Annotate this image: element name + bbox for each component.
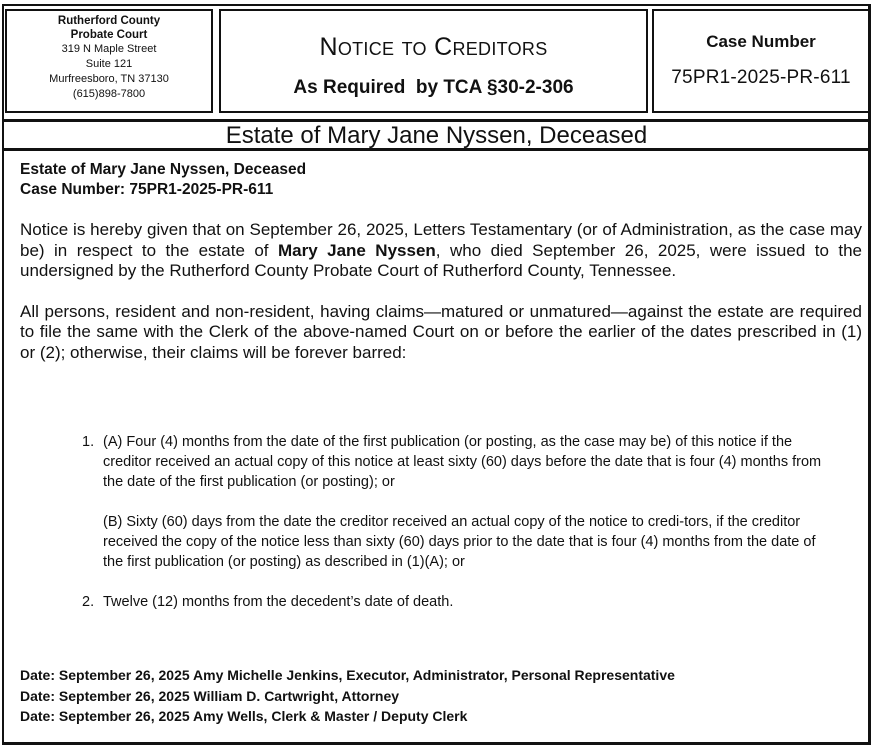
signature-line-clerk: Date: September 26, 2025 Amy Wells, Clerk & Master / Deputy Clerk <box>20 708 468 724</box>
notice-subtitle: As Required by TCA §30-2-306 <box>293 77 574 98</box>
list-subitem-b: (B) Sixty (60) days from the date the creditor received an actual copy of the notice to credi-tors, if the creditor received the copy of the notice less than sixty (60) days prior to the date that is four (4) months from the date of the first publication (or posting) as described in (1)(A); or <box>103 514 816 570</box>
case-line: Case Number: 75PR1-2025-PR-611 <box>20 181 274 198</box>
signature-line-attorney: Date: September 26, 2025 William D. Cartwright, Attorney <box>20 687 400 704</box>
list-item <box>82 432 822 572</box>
letters-text-before: Notice is hereby given that on September 26, 2025, Letters Testamentary (or of Administration, as the case may be) in respect to the estate of <box>20 220 862 260</box>
list-item-text: Twelve (12) months from the decedent’s date of death. <box>103 594 454 610</box>
case-number-value: 75PR1-2025-PR-611 <box>671 67 851 88</box>
letters-text-after: , who died September 26, 2025, were issued to the undersigned by the Rutherford County Probate Court of Rutherford County, Tennessee. <box>20 240 862 280</box>
estate-banner: Estate of Mary Jane Nyssen, Deceased <box>2 119 871 151</box>
list-number: 2. <box>82 594 95 610</box>
court-phone: (615)898-7800 <box>72 88 146 100</box>
letters-paragraph <box>20 220 862 282</box>
notice-title-box <box>219 9 648 113</box>
court-city-state-zip: Murfreesboro, TN 37130 <box>49 73 169 85</box>
notice-frame <box>2 4 871 745</box>
estate-line: Estate of Mary Jane Nyssen, Deceased <box>20 161 307 178</box>
court-address-line1: 319 N Maple Street <box>61 43 157 55</box>
list-number: 1. <box>82 434 95 450</box>
claims-paragraph: All persons, resident and non-resident, having claims—matured or unmatured—against the estate are required to file the same with the Clerk of the above-named Court on or before the earlier of the dates prescribed in (1) or (2); otherwise, their claims will be forever barred: <box>20 301 862 362</box>
notice-title: Notice to Creditors <box>319 33 548 61</box>
case-number-box <box>652 9 870 113</box>
signature-block <box>20 665 860 727</box>
court-name-line2: Probate Court <box>70 29 148 41</box>
deadline-list <box>82 432 822 612</box>
list-item <box>82 592 822 612</box>
list-subitem-a: (A) Four (4) months from the date of the first publication (or posting, as the case may be) of this notice if the creditor received an actual copy of this notice at least sixty (60) days before the date that is four (4) months from the date of the first publication (or posting); or <box>103 434 822 490</box>
case-number-label: Case Number <box>706 32 816 51</box>
court-name-line1: Rutherford County <box>57 15 161 27</box>
signature-line-executor: Date: September 26, 2025 Amy Michelle Jenkins, Executor, Administrator, Personal Representative <box>20 667 675 683</box>
court-address-line2: Suite 121 <box>85 58 133 70</box>
notice-body <box>20 160 862 363</box>
decedent-name: Mary Jane Nyssen <box>277 240 436 260</box>
court-info-box <box>5 9 213 113</box>
